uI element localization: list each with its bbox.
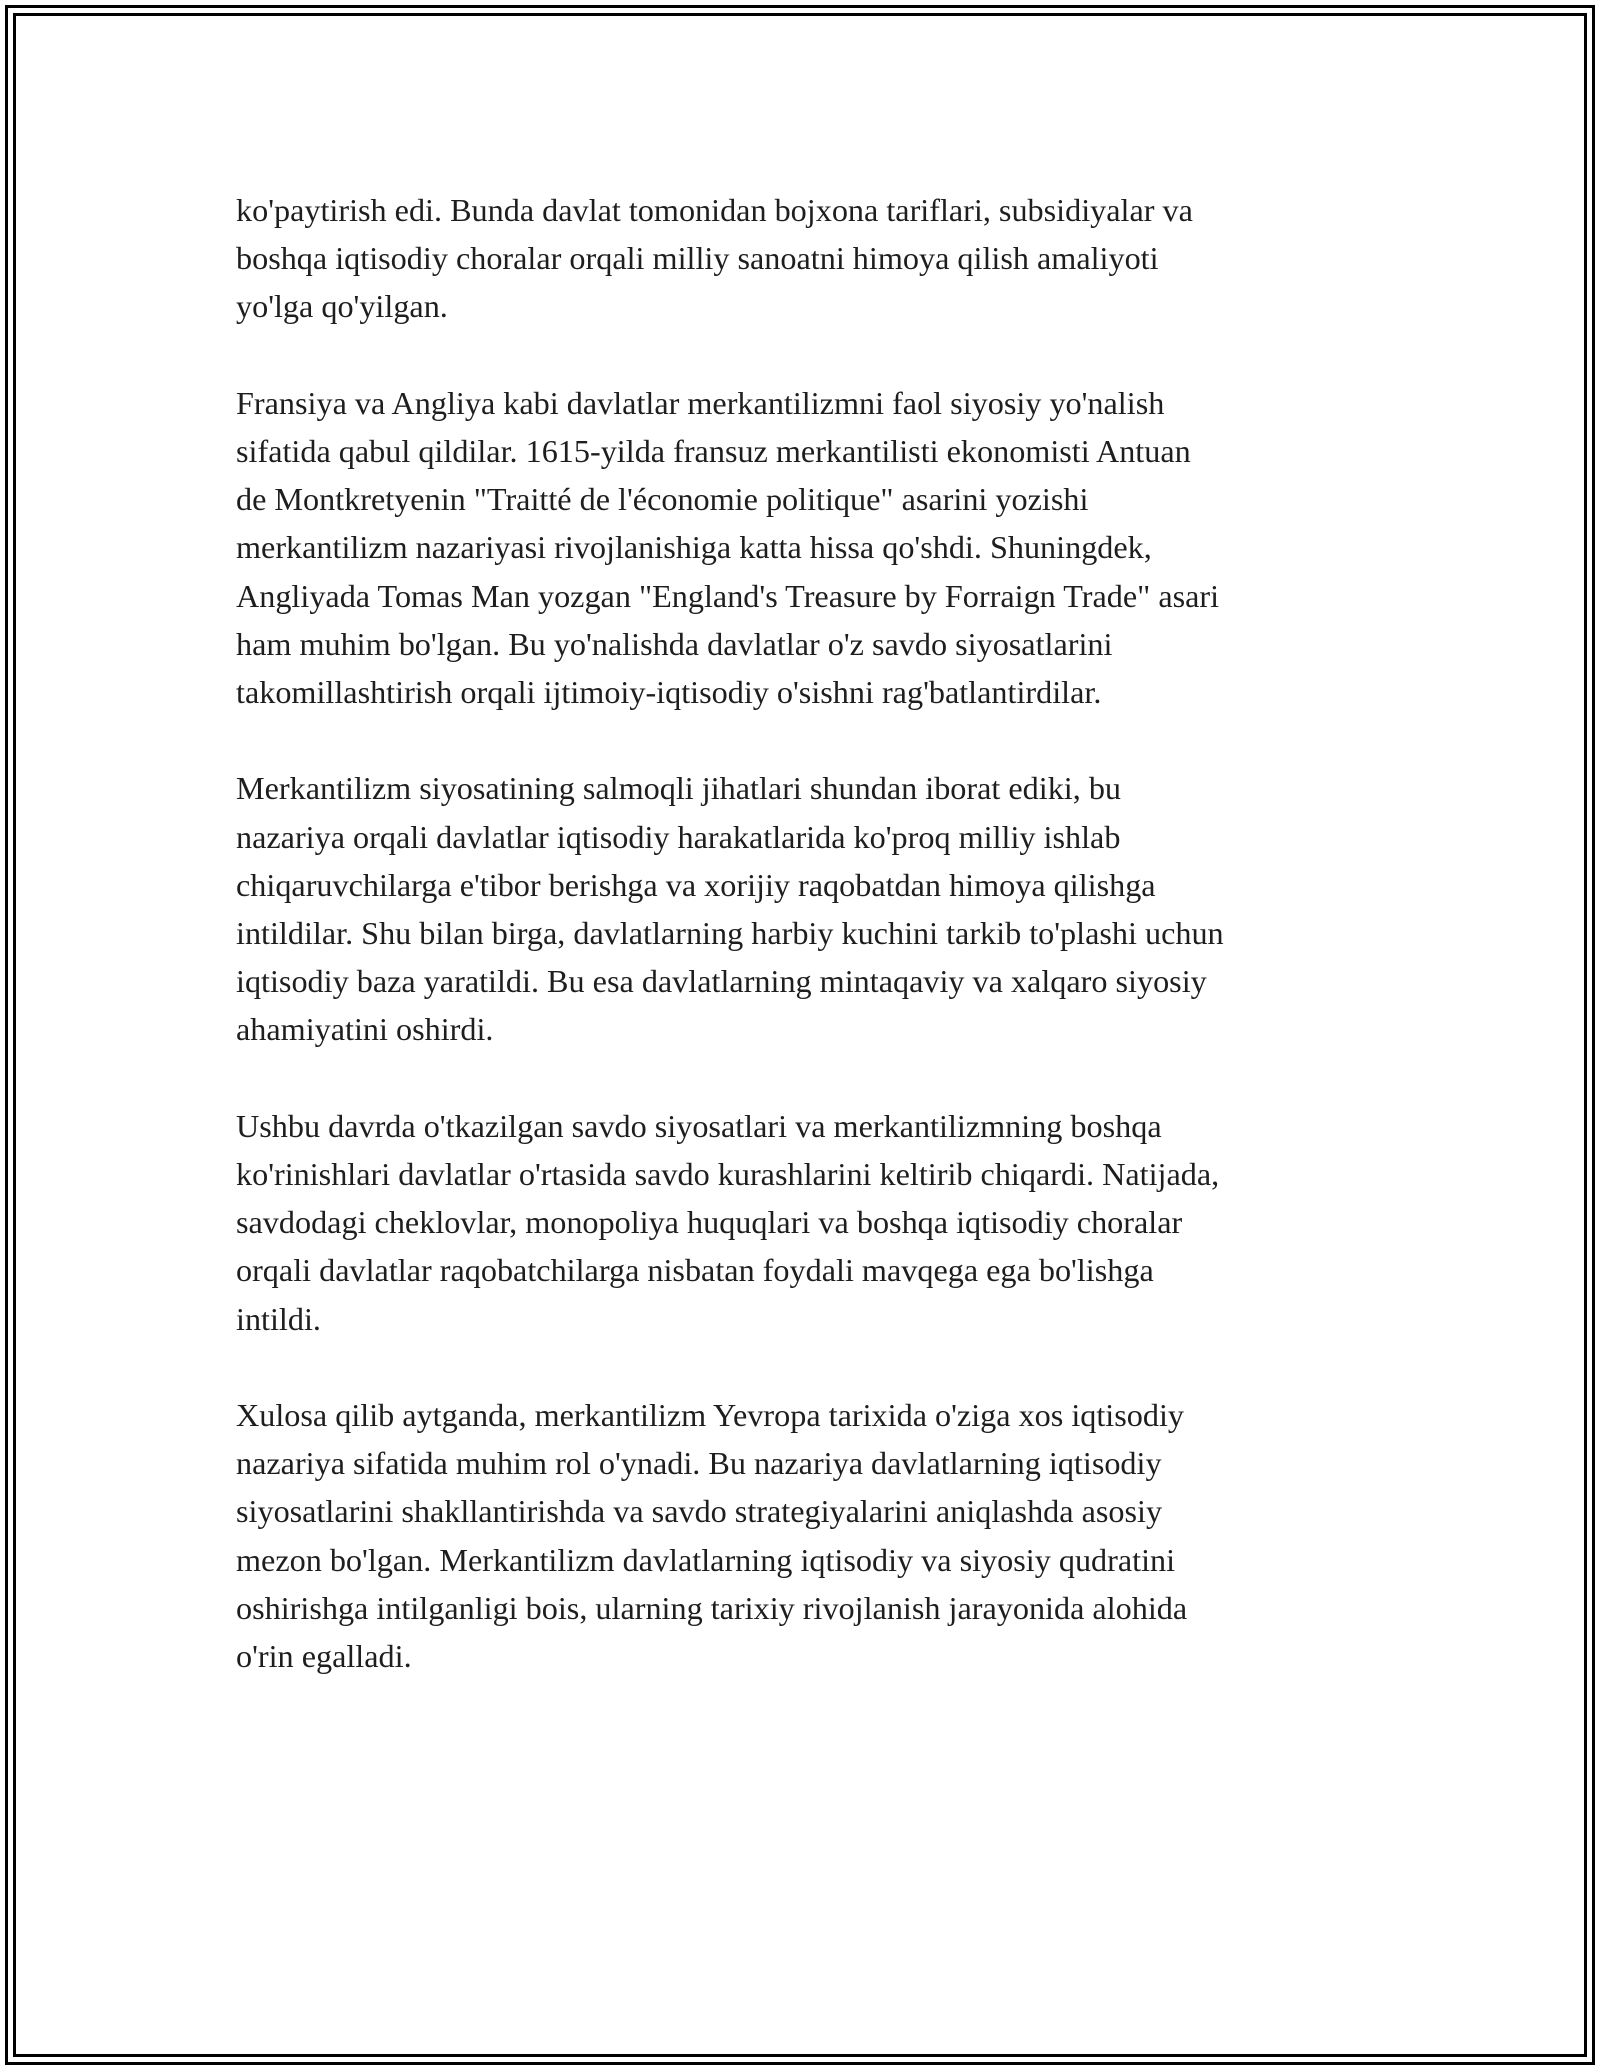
text-line: Angliyada Tomas Man yozgan "England's Treasure by Forraign Trade" asari [236, 577, 1220, 614]
text-line: boshqa iqtisodiy choralar orqali milliy sanoatni himoya qilish amaliyoti [236, 240, 1159, 277]
text-line: Xulosa qilib aytganda, merkantilizm Yevropa tarixida o'ziga xos iqtisodiy [236, 1397, 1185, 1434]
text-line: ko'paytirish edi. Bunda davlat tomonidan bojxona tariflari, subsidiyalar va [236, 192, 1193, 228]
text-line: ko'rinishlari davlatlar o'rtasida savdo kurashlarini keltirib chiqardi. Natijada, [236, 1156, 1220, 1193]
text-line: oshirishga intilganligi bois, ularning tarixiy rivojlanish jarayonida alohida [236, 1589, 1188, 1626]
text-line: chiqaruvchilarga e'tibor berishga va xorijiy raqobatdan himoya qilishga [236, 866, 1156, 903]
paragraph-1 [236, 186, 1366, 331]
text-line: Ushbu davrda o'tkazilgan savdo siyosatlari va merkantilizmning boshqa [236, 1107, 1162, 1144]
text-line: takomillashtirish orqali ijtimoiy-iqtisodiy o'sishni rag'batlantirdilar. [236, 674, 1102, 711]
text-line: Merkantilizm siyosatining salmoqli jihatlari shundan iborat ediki, bu [236, 770, 1122, 807]
text-line: sifatida qabul qildilar. 1615-yilda fransuz merkantilisti ekonomisti Antuan [236, 433, 1191, 469]
text-line: intildilar. Shu bilan birga, davlatlarning harbiy kuchini tarkib to'plashi uchun [236, 915, 1224, 952]
text-line: nazariya sifatida muhim rol o'ynadi. Bu nazariya davlatlarning iqtisodiy [236, 1445, 1162, 1482]
paragraph-3 [236, 764, 1366, 1053]
text-line: yo'lga qo'yilgan. [236, 288, 448, 325]
text-line: siyosatlarini shakllantirishda va savdo strategiyalarini aniqlashda asosiy [236, 1493, 1163, 1530]
document-body [236, 186, 1366, 1728]
paragraph-2 [236, 379, 1366, 716]
text-line: ham muhim bo'lgan. Bu yo'nalishda davlatlar o'z savdo siyosatlarini [236, 625, 1113, 662]
text-line: ahamiyatini oshirdi. [236, 1011, 494, 1048]
text-line: merkantilizm nazariyasi rivojlanishiga katta hissa qo'shdi. Shuningdek, [236, 529, 1152, 566]
text-line: intildi. [236, 1300, 321, 1337]
paragraph-4 [236, 1102, 1366, 1343]
text-line: mezon bo'lgan. Merkantilizm davlatlarning iqtisodiy va siyosiy qudratini [236, 1541, 1176, 1578]
text-line: o'rin egalladi. [236, 1638, 412, 1675]
text-line: nazariya orqali davlatlar iqtisodiy harakatlarida ko'proq milliy ishlab [236, 818, 1121, 855]
paragraph-5 [236, 1391, 1366, 1680]
text-line: iqtisodiy baza yaratildi. Bu esa davlatlarning mintaqaviy va xalqaro siyosiy [236, 963, 1207, 1000]
text-line: orqali davlatlar raqobatchilarga nisbatan foydali mavqega ega bo'lishga [236, 1252, 1154, 1289]
text-line: de Montkretyenin "Traitté de l'économie politique" asarini yozishi [236, 481, 1089, 518]
text-line: Fransiya va Angliya kabi davlatlar merkantilizmni faol siyosiy yo'nalish [236, 384, 1165, 421]
text-line: savdodagi cheklovlar, monopoliya huquqlari va boshqa iqtisodiy choralar [236, 1204, 1183, 1241]
